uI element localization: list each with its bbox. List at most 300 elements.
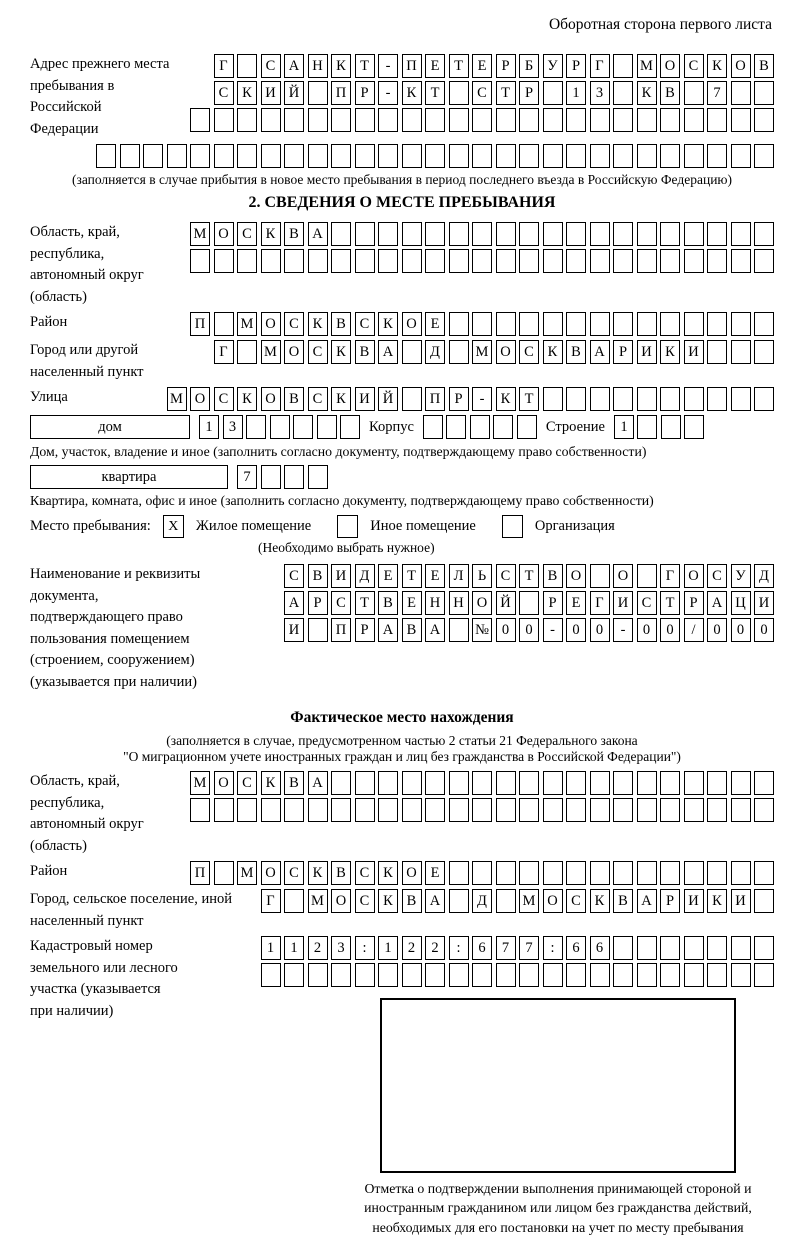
cadastral-label: Кадастровый номер земельного или лесного участка (указывается при наличии) [30,938,178,1019]
char-cell [472,108,492,132]
char-cell [590,771,610,795]
char-cell: Е [425,564,445,588]
char-cell [472,798,492,822]
char-cell: К [660,340,680,364]
char-cell: А [590,340,610,364]
actual-region-row-1 [190,771,774,795]
char-cell [378,963,398,987]
char-cell: 3 [331,936,351,960]
char-cell: 0 [731,618,751,642]
char-cell: К [707,54,727,78]
char-cell: И [284,618,304,642]
actual-district-label: Район [30,863,68,879]
char-cell: 1 [378,936,398,960]
char-cell [472,222,492,246]
char-cell: Д [355,564,375,588]
char-cell: Р [660,889,680,913]
char-cell [425,798,445,822]
char-cell: 2 [402,936,422,960]
char-cell [293,415,313,439]
char-cell: С [707,564,727,588]
char-cell [261,963,281,987]
actual-city-cells [261,889,775,913]
char-cell [214,144,234,168]
char-cell [472,963,492,987]
char-cell: О [190,387,210,411]
char-cell [613,861,633,885]
char-cell [96,144,116,168]
char-cell [261,144,281,168]
char-cell [613,222,633,246]
char-cell [684,222,704,246]
house-number-cells [199,415,360,439]
char-cell: 3 [590,81,610,105]
char-cell [331,144,351,168]
char-cell: Т [402,564,422,588]
char-cell: Т [355,54,375,78]
char-cell [237,54,257,78]
premises-checkbox-other [337,515,358,538]
char-cell [519,798,539,822]
char-cell [543,312,563,336]
char-cell: О [214,222,234,246]
char-cell [637,312,657,336]
char-cell: Е [566,591,586,615]
char-cell: И [261,81,281,105]
char-cell [190,144,210,168]
char-cell: Д [425,340,445,364]
char-cell: О [660,54,680,78]
char-cell: С [237,222,257,246]
char-cell [284,963,304,987]
char-cell: 1 [199,415,219,439]
char-cell [754,861,774,885]
char-cell [143,144,163,168]
char-cell: П [190,312,210,336]
char-cell: С [214,81,234,105]
char-cell: Ь [472,564,492,588]
char-cell [496,144,516,168]
char-cell [590,144,610,168]
char-cell [684,963,704,987]
char-cell: Р [496,54,516,78]
char-cell: Т [519,564,539,588]
char-cell [402,387,422,411]
char-cell [355,963,375,987]
char-cell: В [355,340,375,364]
char-cell [402,222,422,246]
char-cell [754,340,774,364]
char-cell: Й [496,591,516,615]
char-cell: Т [355,591,375,615]
char-cell [754,798,774,822]
document-row-2 [284,591,774,615]
char-cell: Т [496,81,516,105]
char-cell [543,108,563,132]
char-cell: М [519,889,539,913]
char-cell [660,798,680,822]
char-cell: Р [355,618,375,642]
char-cell [590,108,610,132]
apartment-type-box: квартира [30,465,228,489]
char-cell: - [378,54,398,78]
char-cell [308,249,328,273]
char-cell: М [637,54,657,78]
char-cell: О [496,340,516,364]
char-cell [707,798,727,822]
prev-address-label: Адрес прежнего места пребывания в Российской Федерации [30,56,170,137]
char-cell: К [378,861,398,885]
char-cell [237,108,257,132]
prev-address-note: (заполняется в случае прибытия в новое место пребывания в период последнего въезда в Российскую Федерацию) [71,172,733,187]
city-label: Город или другой населенный пункт [30,342,144,380]
char-cell [684,861,704,885]
char-cell: С [684,54,704,78]
char-cell: О [566,564,586,588]
char-cell [637,249,657,273]
char-cell [590,564,610,588]
cadastral-rows [182,936,774,1237]
char-cell: С [331,591,351,615]
char-cell: М [237,861,257,885]
actual-region-label: Область, край, республика, автономный округ (область) [30,773,144,854]
char-cell [731,144,751,168]
char-cell [425,144,445,168]
char-cell: Т [425,81,445,105]
district-label: Район [30,314,68,330]
actual-city-row [30,889,774,932]
char-cell: Н [449,591,469,615]
char-cell [660,387,680,411]
char-cell: К [308,312,328,336]
char-cell: К [331,340,351,364]
char-cell [543,963,563,987]
char-cell: В [284,771,304,795]
char-cell: О [613,564,633,588]
char-cell: Й [378,387,398,411]
char-cell: О [261,312,281,336]
char-cell [754,81,774,105]
char-cell [402,798,422,822]
char-cell: Р [449,387,469,411]
char-cell [449,144,469,168]
char-cell [214,249,234,273]
char-cell [237,144,257,168]
char-cell: О [402,312,422,336]
char-cell: С [284,312,304,336]
char-cell [731,312,751,336]
char-cell [449,81,469,105]
char-cell [637,861,657,885]
char-cell [684,108,704,132]
cadastral-row-2 [261,963,775,987]
char-cell: К [637,81,657,105]
actual-location-note-2: "О миграционном учете иностранных граждан и лиц без гражданства в Российской Федерации") [123,749,681,764]
char-cell [449,771,469,795]
document-row-1 [284,564,774,588]
char-cell [637,387,657,411]
char-cell: - [378,81,398,105]
char-cell [590,387,610,411]
document-block [30,564,774,693]
prev-address-block [30,54,774,140]
char-cell [425,222,445,246]
char-cell [660,312,680,336]
char-cell: В [613,889,633,913]
char-cell: Р [355,81,375,105]
char-cell [660,936,680,960]
char-cell: В [378,591,398,615]
char-cell [519,591,539,615]
char-cell [261,465,281,489]
char-cell [613,963,633,987]
actual-district-row [30,861,774,885]
char-cell [284,465,304,489]
char-cell [566,144,586,168]
char-cell: М [472,340,492,364]
char-cell: И [754,591,774,615]
char-cell [543,81,563,105]
char-cell [566,108,586,132]
char-cell: В [754,54,774,78]
char-cell [637,144,657,168]
city-row [30,340,774,383]
char-cell: С [284,564,304,588]
char-cell: В [660,81,680,105]
char-cell: 7 [496,936,516,960]
char-cell: А [637,889,657,913]
char-cell [472,771,492,795]
char-cell: И [684,889,704,913]
char-cell: С [496,564,516,588]
house-row [30,415,774,440]
char-cell [731,108,751,132]
char-cell [472,861,492,885]
char-cell: А [425,618,445,642]
region-block [30,222,774,308]
char-cell [355,798,375,822]
char-cell [519,963,539,987]
char-cell: Е [425,312,445,336]
char-cell [731,81,751,105]
char-cell [449,222,469,246]
char-cell [355,249,375,273]
char-cell [660,861,680,885]
actual-district-cells [190,861,774,885]
char-cell [543,387,563,411]
char-cell [637,564,657,588]
char-cell [660,144,680,168]
char-cell [590,798,610,822]
char-cell [496,889,516,913]
char-cell: 2 [425,936,445,960]
char-cell [378,144,398,168]
premises-label: Место пребывания: [30,517,151,534]
char-cell: В [566,340,586,364]
char-cell [613,387,633,411]
char-cell [754,222,774,246]
district-row [30,312,774,336]
char-cell [308,618,328,642]
actual-region-block [30,771,774,857]
char-cell: : [355,936,375,960]
char-cell: Н [425,591,445,615]
char-cell [493,415,513,439]
char-cell: 7 [519,936,539,960]
char-cell: А [308,222,328,246]
char-cell [402,771,422,795]
char-cell: К [331,54,351,78]
char-cell [355,222,375,246]
char-cell: 0 [519,618,539,642]
char-cell [754,249,774,273]
char-cell: Т [660,591,680,615]
char-cell [340,415,360,439]
char-cell [519,861,539,885]
char-cell [261,108,281,132]
char-cell: П [425,387,445,411]
char-cell [449,889,469,913]
char-cell [613,936,633,960]
char-cell: С [237,771,257,795]
char-cell: 0 [637,618,657,642]
char-cell [637,108,657,132]
char-cell [566,249,586,273]
char-cell [284,798,304,822]
char-cell: У [543,54,563,78]
char-cell [684,312,704,336]
char-cell: К [308,861,328,885]
confirmation-note: Отметка о подтверждении выполнения принимающей стороной и иностранным гражданином или лицом без гражданства действий, необходимых для его постановки на учет по месту пребывания [364,1181,752,1235]
char-cell [707,340,727,364]
char-cell [707,771,727,795]
char-cell [261,798,281,822]
char-cell [519,771,539,795]
char-cell [167,144,187,168]
char-cell [214,312,234,336]
char-cell: А [425,889,445,913]
char-cell [543,144,563,168]
char-cell [214,798,234,822]
char-cell: М [190,771,210,795]
house-type-box: дом [30,415,190,439]
char-cell: А [308,771,328,795]
char-cell: 0 [590,618,610,642]
char-cell [472,249,492,273]
char-cell [331,222,351,246]
char-cell: Р [308,591,328,615]
char-cell [566,312,586,336]
premises-option-residential: Жилое помещение [195,518,312,534]
char-cell: / [684,618,704,642]
char-cell [543,861,563,885]
char-cell [754,108,774,132]
char-cell [425,249,445,273]
apartment-note: Квартира, комната, офис и иное (заполнить согласно документу, подтверждающему право собственности) [30,493,654,508]
stroenie-label: Строение [545,419,605,435]
char-cell [660,249,680,273]
char-cell [543,771,563,795]
char-cell [707,387,727,411]
actual-region-rows [182,771,774,857]
char-cell [284,249,304,273]
char-cell [402,963,422,987]
char-cell [402,249,422,273]
char-cell: Г [261,889,281,913]
region-row-2 [190,249,774,273]
char-cell: С [308,340,328,364]
char-cell: П [402,54,422,78]
char-cell [214,861,234,885]
char-cell [543,222,563,246]
house-note: Дом, участок, владение и иное (заполнить согласно документу, подтверждающему право собственности) [30,444,647,459]
char-cell [707,963,727,987]
char-cell [425,108,445,132]
char-cell: Л [449,564,469,588]
char-cell: К [496,387,516,411]
char-cell: В [308,564,328,588]
char-cell [378,771,398,795]
char-cell: Р [543,591,563,615]
street-cells [167,387,775,411]
premises-option-organization: Организация [534,518,615,534]
prev-address-row-1 [214,54,775,78]
char-cell [566,222,586,246]
char-cell: Ц [731,591,751,615]
char-cell: Е [425,54,445,78]
korpus-cells [423,415,537,439]
char-cell [590,312,610,336]
char-cell [519,222,539,246]
char-cell [637,798,657,822]
char-cell: К [331,387,351,411]
char-cell: К [261,222,281,246]
char-cell: М [261,340,281,364]
char-cell: К [378,312,398,336]
char-cell [731,798,751,822]
char-cell [660,222,680,246]
char-cell [496,312,516,336]
char-cell [496,108,516,132]
char-cell [331,798,351,822]
char-cell [731,222,751,246]
char-cell: С [566,889,586,913]
char-cell: В [402,618,422,642]
char-cell: К [590,889,610,913]
char-cell [190,108,210,132]
char-cell: С [261,54,281,78]
char-cell [613,144,633,168]
char-cell: 7 [237,465,257,489]
char-cell: 1 [614,415,634,439]
char-cell [190,249,210,273]
char-cell: 0 [660,618,680,642]
char-cell [684,387,704,411]
char-cell [519,108,539,132]
char-cell [637,415,657,439]
char-cell [331,249,351,273]
char-cell: С [355,861,375,885]
char-cell: В [402,889,422,913]
char-cell [613,108,633,132]
char-cell [496,963,516,987]
char-cell: С [284,861,304,885]
char-cell: В [331,861,351,885]
char-cell [308,465,328,489]
char-cell: О [261,387,281,411]
char-cell: Д [754,564,774,588]
char-cell [355,771,375,795]
